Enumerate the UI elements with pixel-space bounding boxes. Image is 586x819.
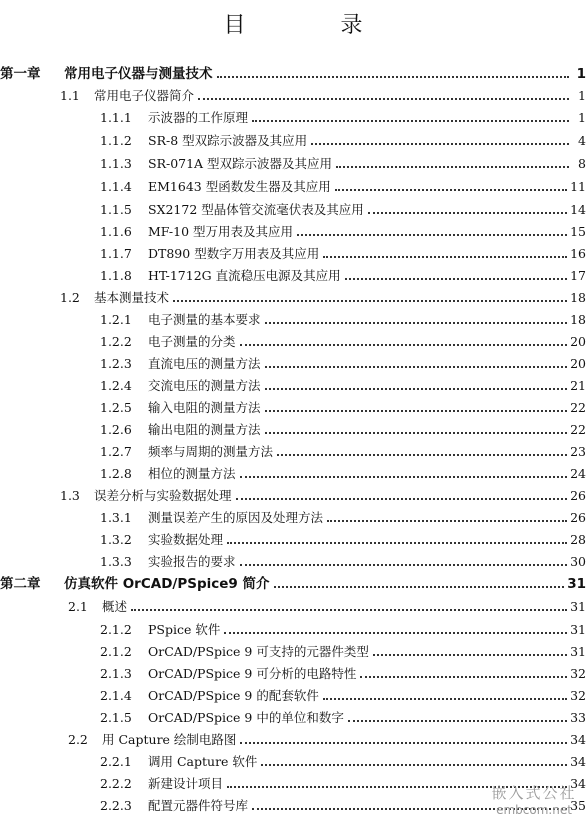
toc-entry-page: 32 (570, 688, 586, 703)
toc-entry-subsection[interactable] (0, 550, 586, 570)
toc-entry-page: 20 (570, 356, 586, 371)
toc-entry-number: 1.2.2 (100, 334, 132, 349)
leader-dots (173, 300, 567, 302)
toc-entry-page: 17 (570, 268, 586, 283)
toc-entry-number: 1.2.3 (100, 356, 132, 371)
toc-entry-number: 2.2.2 (100, 776, 132, 791)
watermark-text-cn: 嵌入式公社 (491, 784, 577, 802)
leader-dots (336, 166, 569, 168)
toc-entry-label: 调用 Capture 软件 (148, 754, 258, 769)
toc-entry-page: 34 (570, 732, 586, 747)
toc-entry-page: 26 (570, 510, 586, 525)
toc-entry-number: 2.2 (68, 732, 88, 747)
toc-entry-number: 1.2.6 (100, 422, 132, 437)
toc-entry-page: 22 (570, 422, 586, 437)
toc-entry-page: 8 (578, 156, 586, 171)
leader-dots (335, 189, 567, 191)
leader-dots (131, 609, 567, 611)
toc-entry-number: 2.1.5 (100, 710, 132, 725)
toc-entry-subsection[interactable] (0, 264, 586, 284)
toc-entry-number: 1.1 (60, 88, 80, 103)
toc-entry-subsection[interactable] (0, 396, 586, 416)
toc-entry-page: 31 (567, 576, 586, 592)
toc-entry-number: 1.3.3 (100, 554, 132, 569)
toc-entry-subsection[interactable] (0, 618, 586, 638)
toc-entry-label: SR-071A 型双踪示波器及其应用 (148, 156, 333, 171)
toc-entry-label: 实验数据处理 (148, 532, 224, 547)
toc-entry-label: 新建设计项目 (148, 776, 224, 791)
toc-entry-label: 输出电阻的测量方法 (148, 422, 261, 437)
toc-entry-number: 1.3 (60, 488, 80, 503)
toc-entry-chapter[interactable] (0, 572, 586, 592)
toc-entry-label: 输入电阻的测量方法 (148, 400, 261, 415)
toc-entry-page: 35 (570, 798, 586, 813)
toc-entry-page: 28 (570, 532, 586, 547)
toc-entry-page: 31 (570, 622, 586, 637)
toc-entry-subsection[interactable] (0, 684, 586, 704)
toc-entry-page: 15 (570, 224, 586, 239)
toc-entry-page: 18 (570, 312, 586, 327)
toc-entry-number: 2.2.1 (100, 754, 132, 769)
leader-dots (345, 278, 567, 280)
toc-entry-number: 1.2.5 (100, 400, 132, 415)
toc-entry-page: 33 (570, 710, 586, 725)
toc-entry-label: SR-8 型双踪示波器及其应用 (148, 133, 308, 148)
toc-entry-page: 4 (578, 133, 586, 148)
toc-entry-subsection[interactable] (0, 706, 586, 726)
toc-entry-label: 概述 (102, 599, 128, 614)
leader-dots (348, 720, 567, 722)
toc-entry-label: 误差分析与实验数据处理 (94, 488, 232, 503)
toc-entry-page: 11 (570, 179, 586, 194)
toc-entry-label: HT-1712G 直流稳压电源及其应用 (148, 268, 341, 283)
toc-entry-label: 用 Capture 绘制电路图 (102, 732, 237, 747)
toc-entry-subsection[interactable] (0, 220, 586, 240)
leader-dots (297, 234, 567, 236)
toc-entry-subsection[interactable] (0, 308, 586, 328)
toc-entry-subsection[interactable] (0, 418, 586, 438)
toc-entry-number: 2.1.4 (100, 688, 132, 703)
toc-entry-page: 34 (570, 776, 586, 791)
leader-dots (240, 344, 568, 346)
watermark-text-en: embcom.net (496, 803, 572, 817)
toc-entry-page: 14 (570, 202, 586, 217)
toc-entry-label: 配置元器件符号库 (148, 798, 249, 813)
toc-entry-number: 2.1.2 (100, 622, 132, 637)
leader-dots (274, 586, 565, 588)
toc-entry-number: 2.1.2 (100, 644, 132, 659)
toc-entry-number: 2.1.3 (100, 666, 132, 681)
toc-entry-subsection[interactable] (0, 374, 586, 394)
toc-entry-label: 测量误差产生的原因及处理方法 (148, 510, 324, 525)
toc-entry-label: SX2172 型晶体管交流毫伏表及其应用 (148, 202, 364, 217)
toc-entry-page: 1 (578, 88, 586, 103)
toc-entry-page: 24 (570, 466, 586, 481)
toc-entry-page: 21 (570, 378, 586, 393)
toc-entry-page: 16 (570, 246, 586, 261)
toc-entry-label: 直流电压的测量方法 (148, 356, 261, 371)
toc-entry-subsection[interactable] (0, 640, 586, 660)
toc-entry-label: 实验报告的要求 (148, 554, 236, 569)
toc-entry-number: 1.1.2 (100, 133, 132, 148)
toc-entry-chapter[interactable] (0, 62, 586, 82)
leader-dots (265, 410, 568, 412)
toc-entry-label: 电子测量的分类 (148, 334, 236, 349)
toc-entry-subsection[interactable] (0, 462, 586, 482)
leader-dots (265, 432, 568, 434)
leader-dots (240, 564, 568, 566)
toc-entry-subsection[interactable] (0, 152, 586, 172)
toc-entry-section[interactable] (0, 84, 586, 104)
toc-entry-label: MF-10 型万用表及其应用 (148, 224, 294, 239)
toc-entry-subsection[interactable] (0, 528, 586, 548)
toc-entry-section[interactable] (0, 728, 586, 748)
toc-entry-page: 31 (570, 644, 586, 659)
toc-entry-label: 常用电子仪器与测量技术 (64, 66, 213, 82)
toc-entry-number: 1.2.8 (100, 466, 132, 481)
toc-entry-number: 2.1 (68, 599, 88, 614)
leader-dots (198, 98, 569, 100)
toc-entry-number: 1.1.4 (100, 179, 132, 194)
leader-dots (227, 542, 567, 544)
toc-entry-number: 1.1.5 (100, 202, 132, 217)
toc-entry-number: 1.1.7 (100, 246, 132, 261)
toc-entry-label: 基本测量技术 (94, 290, 170, 305)
toc-entry-label: OrCAD/PSpice 9 可分析的电路特性 (148, 666, 357, 681)
leader-dots (217, 76, 570, 78)
toc-entry-number: 1.3.1 (100, 510, 132, 525)
toc-entry-page: 20 (570, 334, 586, 349)
toc-entry-page: 30 (570, 554, 586, 569)
site-watermark (490, 783, 578, 817)
toc-entry-subsection[interactable] (0, 175, 586, 195)
toc-entry-number: 1.2.7 (100, 444, 132, 459)
toc-entry-label: 相位的测量方法 (148, 466, 236, 481)
toc-entry-label: OrCAD/PSpice 9 可支持的元器件类型 (148, 644, 369, 659)
toc-entry-number: 第一章 (0, 66, 41, 82)
toc-entry-section[interactable] (0, 595, 586, 615)
toc-entry-label: 常用电子仪器简介 (94, 88, 195, 103)
toc-entry-label: 电子测量的基本要求 (148, 312, 261, 327)
toc-entry-page: 1 (578, 110, 586, 125)
toc-entry-page: 18 (570, 290, 586, 305)
toc-entry-subsection[interactable] (0, 330, 586, 350)
toc-entry-subsection[interactable] (0, 662, 586, 682)
leader-dots (252, 120, 569, 122)
toc-entry-subsection[interactable] (0, 506, 586, 526)
toc-entry-section[interactable] (0, 484, 586, 504)
toc-entry-label: 频率与周期的测量方法 (148, 444, 274, 459)
leader-dots (360, 676, 567, 678)
toc-entry-subsection[interactable] (0, 106, 586, 126)
leader-dots (224, 632, 567, 634)
toc-entry-number: 1.1.3 (100, 156, 132, 171)
toc-entry-number: 1.3.2 (100, 532, 132, 547)
leader-dots (265, 322, 568, 324)
toc-entry-number: 第二章 (0, 576, 41, 592)
toc-entry-subsection[interactable] (0, 242, 586, 262)
toc-entry-page: 26 (570, 488, 586, 503)
toc-entry-subsection[interactable] (0, 198, 586, 218)
toc-entry-label: 示波器的工作原理 (148, 110, 249, 125)
toc-entry-page: 23 (570, 444, 586, 459)
toc-entry-number: 1.1.8 (100, 268, 132, 283)
leader-dots (261, 764, 567, 766)
toc-entry-number: 1.2.4 (100, 378, 132, 393)
toc-entry-number: 1.1.1 (100, 110, 132, 125)
toc-entry-number: 1.2.1 (100, 312, 132, 327)
leader-dots (323, 256, 567, 258)
toc-entry-label: OrCAD/PSpice 9 的配套软件 (148, 688, 319, 703)
leader-dots (240, 742, 567, 744)
toc-entry-subsection[interactable] (0, 750, 586, 770)
toc-entry-subsection[interactable] (0, 440, 586, 460)
page-title: 目 录 (223, 13, 407, 38)
leader-dots (265, 388, 568, 390)
toc-entry-number: 1.1.6 (100, 224, 132, 239)
leader-dots (327, 520, 567, 522)
toc-entry-subsection[interactable] (0, 352, 586, 372)
toc-entry-section[interactable] (0, 286, 586, 306)
leader-dots (323, 698, 567, 700)
toc-entry-number: 2.2.3 (100, 798, 132, 813)
leader-dots (373, 654, 567, 656)
toc-entry-page: 22 (570, 400, 586, 415)
toc-entry-label: PSpice 软件 (148, 622, 221, 637)
leader-dots (311, 143, 569, 145)
toc-entry-page: 31 (570, 599, 586, 614)
toc-entry-page: 34 (570, 754, 586, 769)
toc-entry-label: 仿真软件 OrCAD/PSpice9 简介 (64, 576, 270, 592)
toc-entry-number: 1.2 (60, 290, 80, 305)
leader-dots (236, 498, 568, 500)
leader-dots (265, 366, 568, 368)
toc-entry-subsection[interactable] (0, 129, 586, 149)
toc-entry-label: 交流电压的测量方法 (148, 378, 261, 393)
toc-entry-label: DT890 型数字万用表及其应用 (148, 246, 320, 261)
toc-entry-label: EM1643 型函数发生器及其应用 (148, 179, 331, 194)
toc-entry-label: OrCAD/PSpice 9 中的单位和数字 (148, 710, 344, 725)
leader-dots (368, 212, 567, 214)
toc-entry-page: 1 (576, 66, 586, 82)
leader-dots (240, 476, 568, 478)
toc-entry-page: 32 (570, 666, 586, 681)
leader-dots (277, 454, 567, 456)
